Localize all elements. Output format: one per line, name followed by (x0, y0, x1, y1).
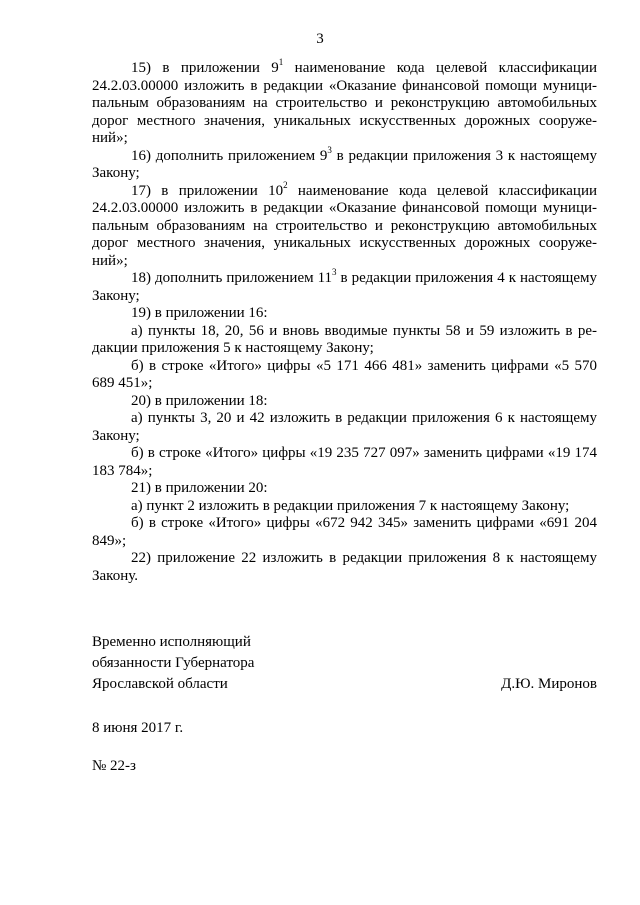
item-15-text-cont: наименование кода целевой классификации 24.2.03.00000 изложить в редакции «Оказание финансовой помощи муниципальным образованиям на строительство и реконструкцию автомобильных дорог местного значения, уникальных искусственных дорожных сооружений»; (92, 60, 597, 146)
item-16-text: 16) дополнить приложением 9 (131, 147, 328, 164)
item-20: 20) в приложении 18: (131, 392, 268, 409)
item-18-superscript: 3 (332, 267, 337, 277)
item-21: 21) в приложении 20: (131, 480, 268, 496)
signature-title-line-3: Ярославской области (92, 676, 228, 692)
item-18-text-cont: в редакции приложения 4 к настоящему Закону; (92, 270, 598, 304)
item-20-a: а) пункты 3, 20 и 42 изложить в редакции приложения 6 к настоящему Закону; (92, 410, 597, 444)
item-16 (92, 144, 597, 183)
item-18-text: 18) дополнить приложением 11 (131, 270, 333, 286)
item-19-a: а) пункты 18, 20, 56 и вновь вводимые пункты 58 и 59 изложить в редакции приложения 5 к настоящему Закону; (92, 322, 597, 356)
document-date: 8 июня 2017 г. (92, 720, 184, 736)
item-19-b: б) в строке «Итого» цифры «5 171 466 481» заменить цифрами «5 570 689 451»; (92, 357, 597, 391)
item-16-text-cont: в редакции приложения 3 к настоящему Закону; (92, 147, 597, 181)
item-17-superscript: 2 (283, 179, 288, 190)
item-18 (92, 267, 598, 305)
signature-title-line-1: Временно исполняющий (92, 634, 251, 650)
item-17-text: 17) в приложении 10 (131, 182, 284, 199)
item-15-text: 15) в приложении 9 (131, 60, 279, 76)
item-21-a: а) пункт 2 изложить в редакции приложения 7 к настоящему Закону; (131, 497, 570, 514)
signature-title-line-2: обязанности Губернатора (92, 655, 255, 671)
signature-block (92, 632, 597, 695)
signature-row (92, 674, 597, 695)
item-15-superscript: 1 (278, 57, 284, 67)
item-16-superscript: 3 (327, 144, 332, 155)
document-body (92, 57, 598, 585)
item-21-b: б) в строке «Итого» цифры «672 942 345» заменить цифрами «691 204 849»; (92, 515, 597, 549)
item-19: 19) в приложении 16: (131, 305, 268, 321)
page-number: 3 (316, 31, 324, 47)
signatory-name: Д.Ю. Миронов (501, 676, 597, 692)
item-17-text-cont: наименование кода целевой классификации 24.2.03.00000 изложить в редакции «Оказание финансовой помощи муниципальным образованиям на строительство и реконструкцию автомобильных дорог местного значения, уникальных искусственных дорожных сооружений»; (92, 182, 597, 269)
item-20-b: б) в строке «Итого» цифры «19 235 727 097» заменить цифрами «19 174 183 784»; (92, 445, 597, 479)
item-17 (92, 179, 597, 271)
item-22: 22) приложение 22 изложить в редакции приложения 8 к настоящему Закону. (92, 550, 597, 584)
law-number: № 22-з (92, 758, 136, 774)
item-15 (92, 57, 597, 148)
